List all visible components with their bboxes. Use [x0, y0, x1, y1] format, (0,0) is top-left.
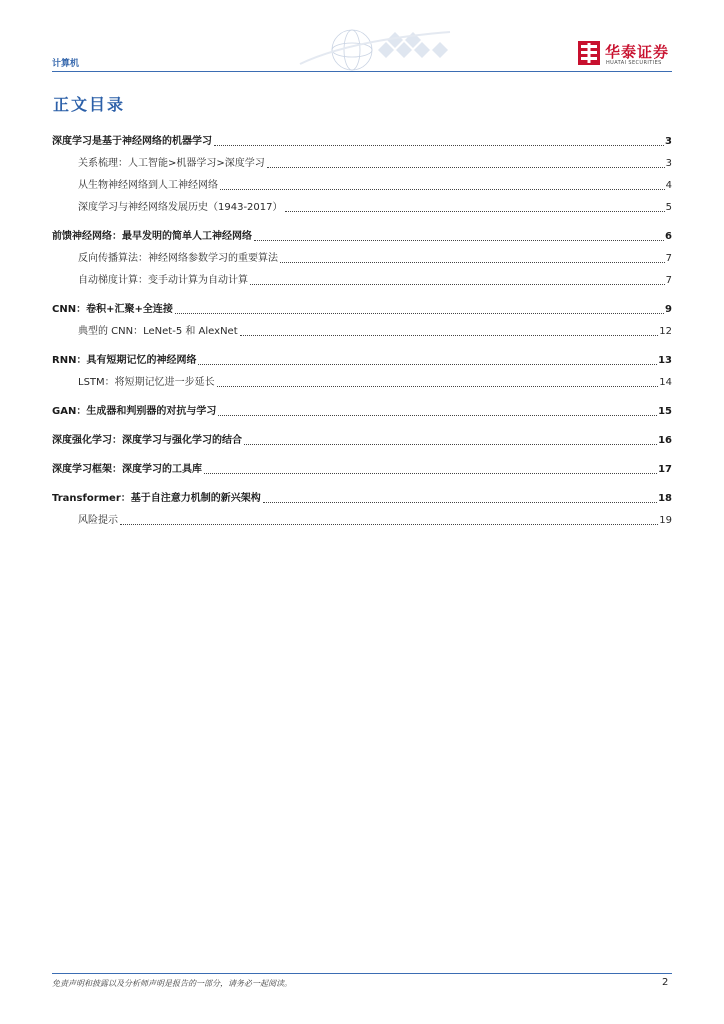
toc-entry-page: 5	[665, 202, 672, 213]
toc-entry-title: 深度强化学习：深度学习与强化学习的结合	[52, 435, 242, 446]
logo-chinese-name: 华泰证券	[605, 43, 670, 61]
toc-entry[interactable]	[52, 461, 672, 477]
toc-entry-title: 自动梯度计算：变手动计算为自动计算	[78, 275, 248, 286]
toc-entry-title: Transformer：基于自注意力机制的新兴架构	[52, 493, 261, 504]
huatai-logo-icon	[577, 40, 601, 66]
toc-entry-title: 深度学习是基于神经网络的机器学习	[52, 136, 212, 147]
footer-disclaimer: 免责声明和披露以及分析师声明是报告的一部分，请务必一起阅读。	[52, 979, 292, 988]
toc-entry-page: 3	[665, 158, 672, 169]
toc-leader-dots	[218, 414, 657, 416]
toc-entry-title: 风险提示	[78, 515, 118, 526]
toc-leader-dots	[263, 501, 657, 503]
toc-leader-dots	[214, 144, 664, 146]
toc-entry-page: 15	[658, 406, 672, 417]
toc-entry-title: 反向传播算法：神经网络参数学习的重要算法	[78, 253, 278, 264]
page-title: 正文目录	[53, 95, 126, 114]
toc-entry[interactable]	[78, 250, 672, 266]
toc-entry[interactable]	[78, 199, 672, 215]
toc-entry-title: 典型的 CNN：LeNet-5 和 AlexNet	[78, 326, 238, 337]
toc-leader-dots	[254, 239, 664, 241]
toc-entry[interactable]	[78, 512, 672, 528]
toc-leader-dots	[285, 210, 665, 212]
toc-entry-title: LSTM：将短期记忆进一步延长	[78, 377, 215, 388]
toc-entry-title: 前馈神经网络：最早发明的简单人工神经网络	[52, 231, 252, 242]
toc-leader-dots	[217, 385, 659, 387]
toc-entry[interactable]	[78, 323, 672, 339]
toc-entry[interactable]	[52, 301, 672, 317]
toc-entry[interactable]	[78, 155, 672, 171]
toc-entry-title: GAN：生成器和判别器的对抗与学习	[52, 406, 217, 417]
toc-entry-title: 关系梳理：人工智能>机器学习>深度学习	[78, 158, 265, 169]
toc-leader-dots	[250, 283, 665, 285]
toc-entry[interactable]	[52, 403, 672, 419]
toc-entry-page: 9	[665, 304, 672, 315]
toc-entry-title: RNN：具有短期记忆的神经网络	[52, 355, 197, 366]
toc-entry[interactable]	[52, 133, 672, 149]
logo-english-name: HUATAI SECURITIES	[606, 60, 662, 66]
toc-entry[interactable]	[78, 272, 672, 288]
toc-entry-page: 19	[659, 515, 672, 526]
toc-entry-page: 13	[658, 355, 672, 366]
toc-entry-page: 14	[659, 377, 672, 388]
toc-entry-page: 6	[665, 231, 672, 242]
toc-entry-page: 18	[658, 493, 672, 504]
header-section-label: 计算机	[52, 59, 80, 69]
toc-leader-dots	[220, 188, 665, 190]
toc-leader-dots	[175, 312, 664, 314]
toc-entry-title: 从生物神经网络到人工神经网络	[78, 180, 218, 191]
toc-leader-dots	[204, 472, 657, 474]
toc-entry[interactable]	[78, 374, 672, 390]
footer-divider	[52, 973, 672, 974]
toc-entry-page: 7	[665, 275, 672, 286]
toc-entry-title: 深度学习与神经网络发展历史（1943-2017）	[78, 202, 283, 213]
toc-leader-dots	[267, 166, 665, 168]
toc-entry[interactable]	[52, 352, 672, 368]
toc-leader-dots	[198, 363, 657, 365]
toc-entry-page: 7	[665, 253, 672, 264]
toc-entry-title: 深度学习框架：深度学习的工具库	[52, 464, 202, 475]
toc-entry-page: 12	[659, 326, 672, 337]
toc-entry-title: CNN：卷积+汇聚+全连接	[52, 304, 173, 315]
huatai-logo	[577, 40, 677, 68]
toc-leader-dots	[244, 443, 657, 445]
toc-leader-dots	[280, 261, 665, 263]
toc-entry-page: 3	[665, 136, 672, 147]
toc-entry-page: 16	[658, 435, 672, 446]
toc-entry-page: 4	[665, 180, 672, 191]
page-number: 2	[662, 977, 669, 988]
toc-entry[interactable]	[78, 177, 672, 193]
toc-entry[interactable]	[52, 228, 672, 244]
toc-leader-dots	[120, 523, 658, 525]
toc-leader-dots	[240, 334, 659, 336]
toc-entry[interactable]	[52, 490, 672, 506]
toc-entry[interactable]	[52, 432, 672, 448]
header-divider	[52, 71, 672, 72]
toc-entry-page: 17	[658, 464, 672, 475]
header-decorative-graphic	[290, 20, 460, 72]
